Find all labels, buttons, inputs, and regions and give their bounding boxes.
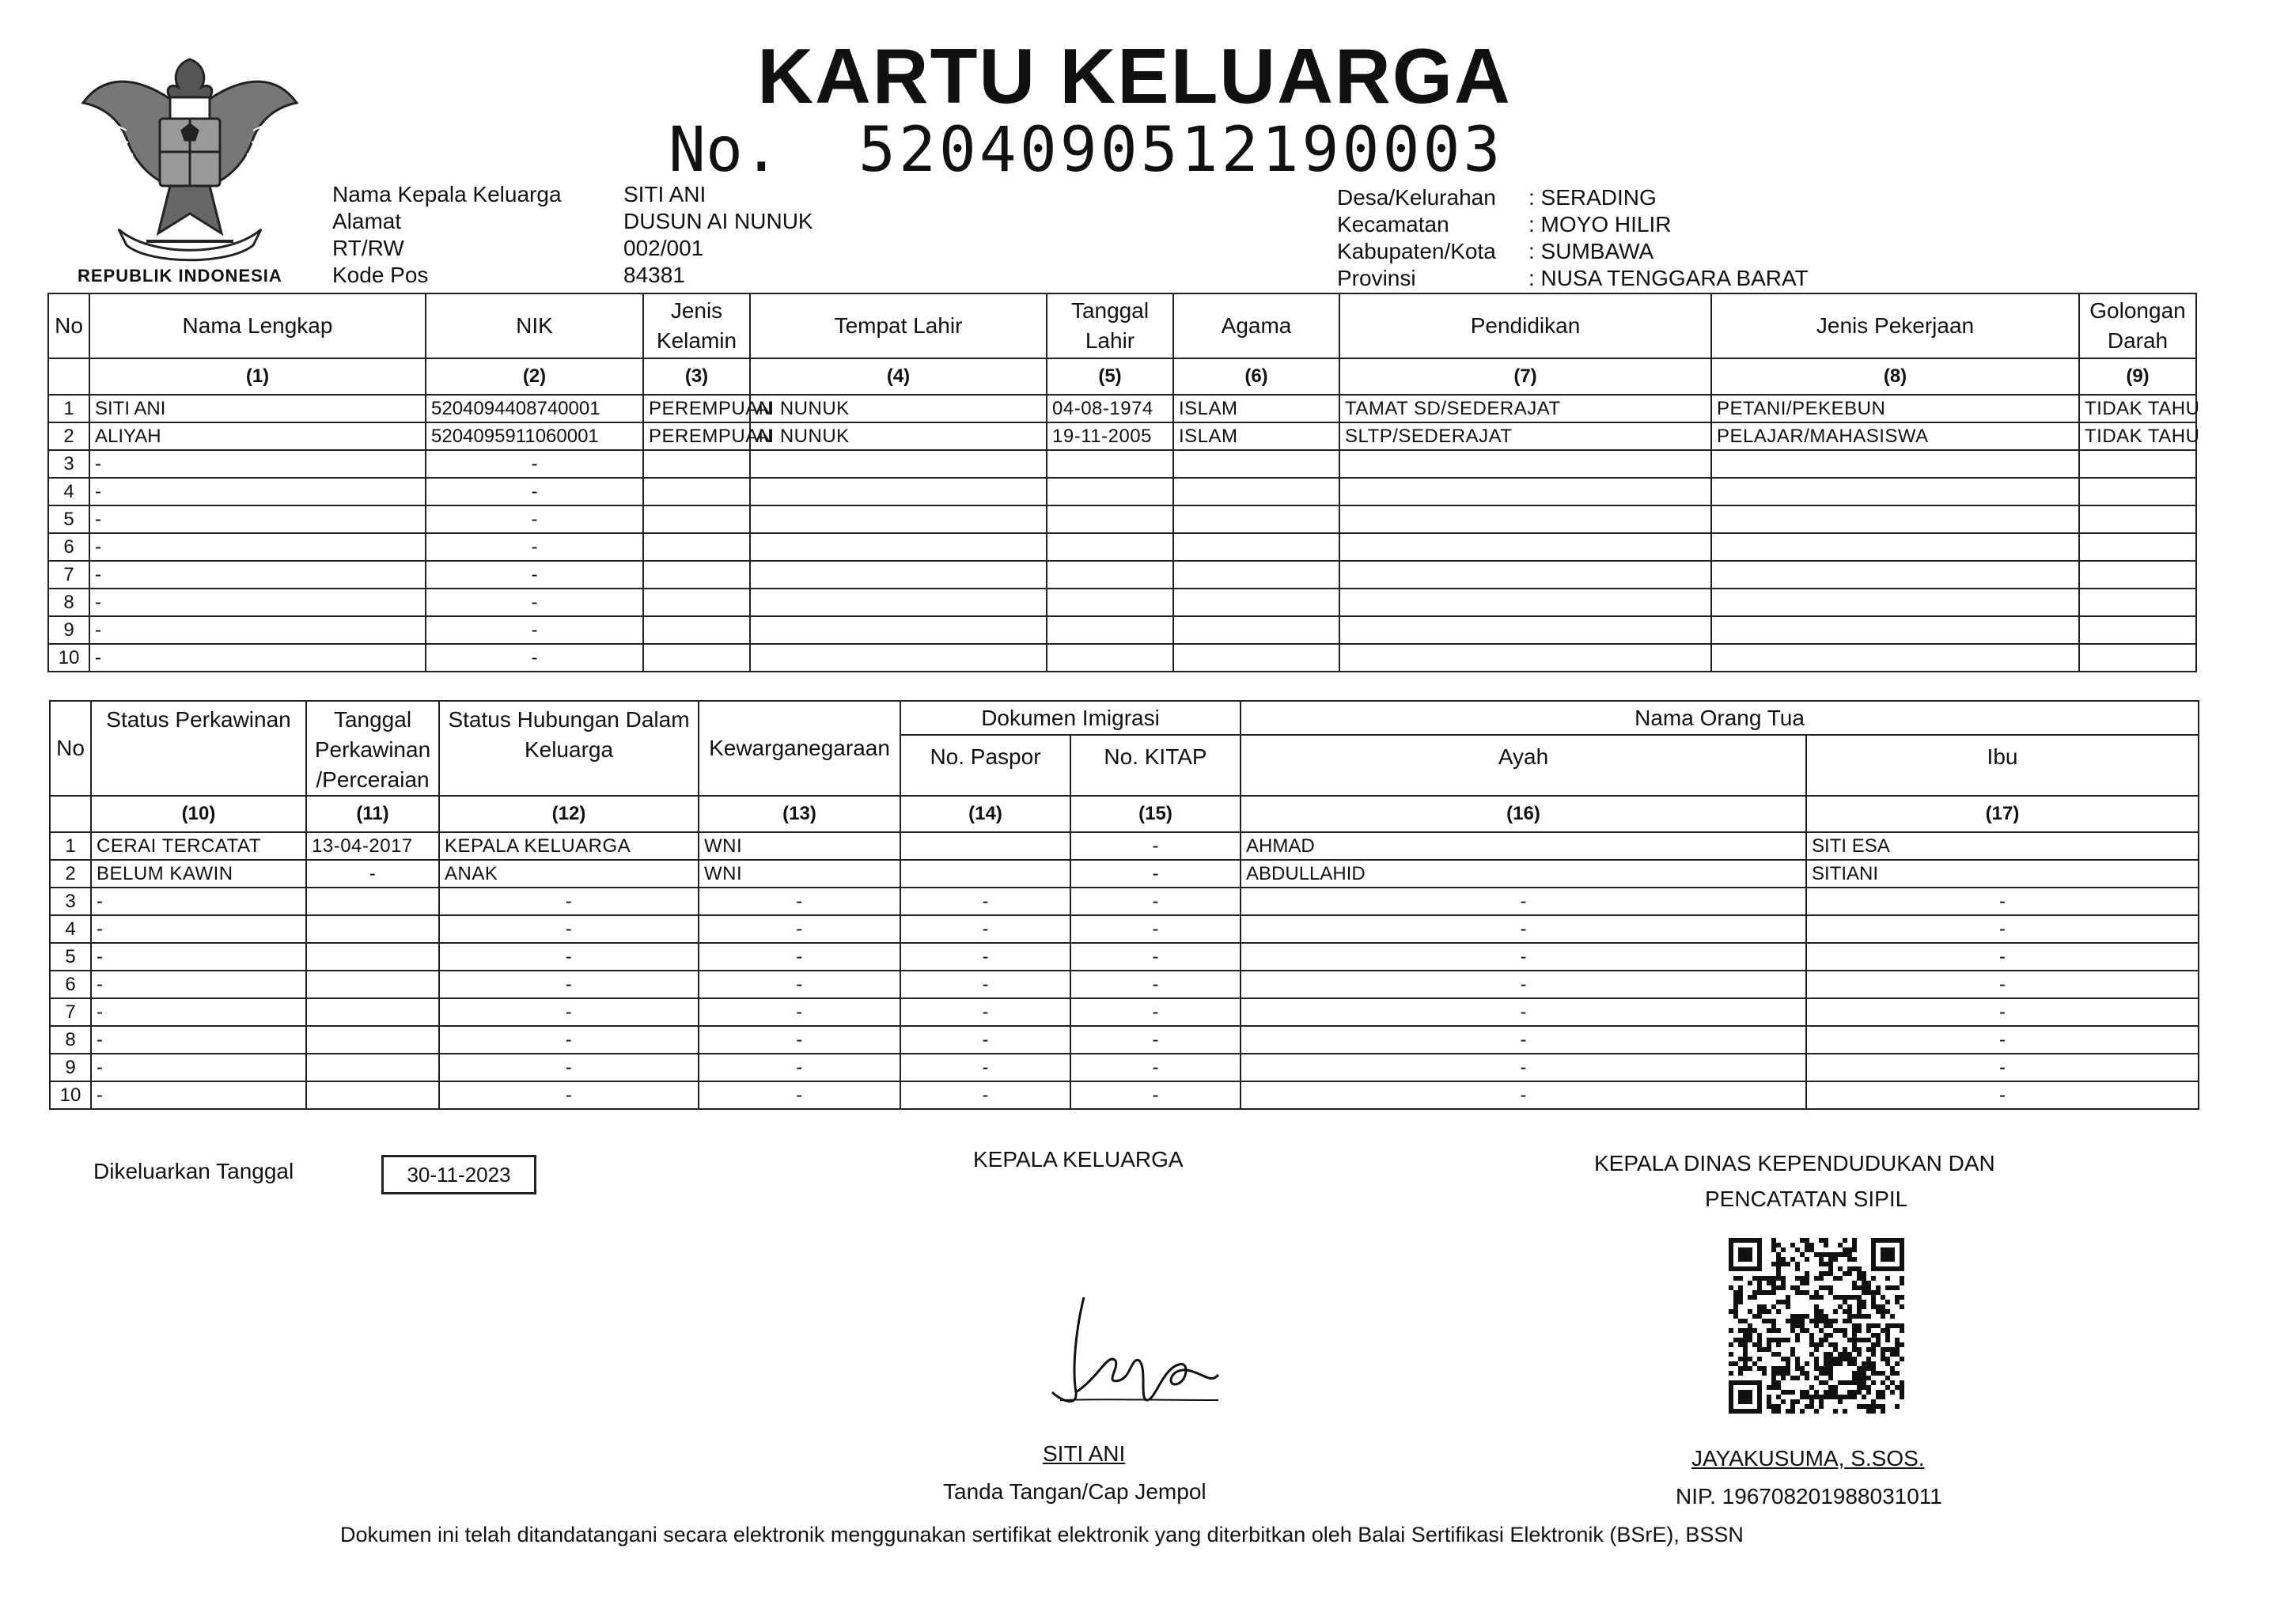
col-number: (17)	[1806, 796, 2199, 832]
col-number: (8)	[1711, 358, 2079, 395]
col-header-nama-orang-tua: Nama Orang Tua	[1241, 701, 2199, 735]
status-cell: WNI	[699, 832, 900, 860]
member-cell: 04-08-1974	[1047, 395, 1173, 422]
table-row	[48, 589, 2196, 616]
value-kecamatan: : MOYO HILIR	[1528, 212, 1672, 237]
status-cell: ANAK	[439, 860, 699, 888]
label-desa: Desa/Kelurahan	[1337, 185, 1496, 210]
col-number: (13)	[699, 796, 900, 832]
status-cell	[306, 1026, 439, 1054]
col-number: (10)	[91, 796, 306, 832]
member-cell	[1711, 505, 2079, 533]
dinas-title-line1: KEPALA DINAS KEPENDUDUKAN DAN	[1594, 1151, 1995, 1175]
member-cell: 4	[48, 478, 89, 505]
col-header-tanggal-perkawinan: Tanggal Perkawinan /Perceraian	[306, 701, 439, 796]
status-cell: -	[900, 915, 1070, 943]
status-cell	[306, 1081, 439, 1109]
status-cell: -	[91, 1026, 306, 1054]
col-header-nama: Nama Lengkap	[89, 293, 426, 358]
family-status-table	[49, 700, 2199, 1110]
table-row	[48, 505, 2196, 533]
status-cell: -	[699, 1026, 900, 1054]
status-cell: -	[1070, 1026, 1241, 1054]
table-row	[50, 832, 2199, 860]
status-cell: 9	[50, 1054, 91, 1081]
col-header-jenis-kelamin: Jenis Kelamin	[643, 293, 750, 358]
member-cell	[643, 589, 750, 616]
col-header-no-paspor: No. Paspor	[900, 735, 1070, 796]
table-row	[48, 644, 2196, 672]
col-number: (11)	[306, 796, 439, 832]
value-kabupaten: : SUMBAWA	[1528, 239, 1654, 263]
status-cell: -	[1070, 860, 1241, 888]
qr-code-icon	[1729, 1238, 1904, 1414]
table-row	[50, 998, 2199, 1026]
member-cell	[1711, 644, 2079, 672]
label-kecamatan: Kecamatan	[1337, 212, 1449, 237]
member-cell	[1711, 533, 2079, 561]
member-cell: 2	[48, 422, 89, 450]
member-cell: ISLAM	[1173, 422, 1339, 450]
member-cell: 3	[48, 450, 89, 478]
status-cell	[900, 832, 1070, 860]
col-header-no-kitap: No. KITAP	[1070, 735, 1241, 796]
member-cell	[2079, 561, 2196, 589]
member-cell: SITI ANI	[89, 395, 426, 422]
label-kodepos: Kode Pos	[332, 263, 429, 287]
member-cell	[1339, 561, 1711, 589]
label-nama-kepala: Nama Kepala Keluarga	[332, 182, 562, 206]
status-cell: -	[900, 998, 1070, 1026]
value-nama-kepala: SITI ANI	[623, 182, 706, 206]
status-cell: 3	[50, 888, 91, 915]
col-number: (3)	[643, 358, 750, 395]
member-cell	[643, 505, 750, 533]
member-cell	[1047, 450, 1173, 478]
col-number: (2)	[426, 358, 643, 395]
table-row	[48, 533, 2196, 561]
col-header-pendidikan: Pendidikan	[1339, 293, 1711, 358]
status-cell: -	[900, 888, 1070, 915]
status-cell: -	[699, 1054, 900, 1081]
col-header-ibu: Ibu	[1806, 735, 2199, 796]
status-cell: -	[91, 888, 306, 915]
status-cell: -	[699, 998, 900, 1026]
member-cell: -	[89, 561, 426, 589]
member-cell: -	[89, 589, 426, 616]
status-cell: ABDULLAHID	[1241, 860, 1806, 888]
table-row	[48, 478, 2196, 505]
status-cell: -	[1241, 1081, 1806, 1109]
status-cell: -	[1806, 998, 2199, 1026]
col-number: (12)	[439, 796, 699, 832]
col-number: (14)	[900, 796, 1070, 832]
status-cell: BELUM KAWIN	[91, 860, 306, 888]
label-kabupaten: Kabupaten/Kota	[1337, 239, 1496, 263]
member-cell	[643, 616, 750, 644]
status-cell: -	[1241, 971, 1806, 998]
member-cell	[1339, 644, 1711, 672]
member-cell: -	[89, 450, 426, 478]
member-cell: TIDAK TAHU	[2079, 422, 2196, 450]
status-cell: -	[1806, 915, 2199, 943]
status-cell: -	[1070, 832, 1241, 860]
status-cell	[900, 860, 1070, 888]
member-cell	[2079, 616, 2196, 644]
member-cell	[643, 644, 750, 672]
status-cell: -	[1241, 1054, 1806, 1081]
member-cell: -	[426, 478, 643, 505]
status-cell: -	[1070, 915, 1241, 943]
table-row	[50, 1081, 2199, 1109]
status-cell: CERAI TERCATAT	[91, 832, 306, 860]
member-cell	[1047, 616, 1173, 644]
member-cell	[1339, 478, 1711, 505]
issued-date: 30-11-2023	[381, 1155, 536, 1194]
table-row	[50, 915, 2199, 943]
status-cell: 2	[50, 860, 91, 888]
status-cell: -	[1241, 1026, 1806, 1054]
status-cell: -	[1070, 888, 1241, 915]
status-cell: -	[699, 971, 900, 998]
member-cell	[2079, 478, 2196, 505]
member-cell: -	[426, 561, 643, 589]
member-cell: 1	[48, 395, 89, 422]
member-cell: -	[426, 450, 643, 478]
status-cell: -	[900, 1026, 1070, 1054]
member-cell: -	[89, 533, 426, 561]
member-cell	[643, 450, 750, 478]
col-header-pekerjaan: Jenis Pekerjaan	[1711, 293, 2079, 358]
table-row	[50, 888, 2199, 915]
member-cell: AI NUNUK	[750, 422, 1047, 450]
col-number: (5)	[1047, 358, 1173, 395]
status-cell: -	[1070, 971, 1241, 998]
status-cell: AHMAD	[1241, 832, 1806, 860]
member-cell	[1339, 450, 1711, 478]
status-cell: -	[439, 971, 699, 998]
table-row	[50, 860, 2199, 888]
member-cell: -	[426, 644, 643, 672]
status-cell: -	[91, 1081, 306, 1109]
member-cell	[750, 533, 1047, 561]
col-header-agama: Agama	[1173, 293, 1339, 358]
status-cell: -	[1806, 943, 2199, 971]
label-provinsi: Provinsi	[1337, 266, 1416, 290]
member-cell	[1047, 589, 1173, 616]
col-header-no: No	[48, 293, 89, 358]
member-cell	[2079, 505, 2196, 533]
status-cell: -	[1070, 1054, 1241, 1081]
family-members-table	[47, 293, 2200, 672]
table-row	[48, 395, 2196, 422]
col-number: (6)	[1173, 358, 1339, 395]
status-cell: -	[699, 915, 900, 943]
status-cell: -	[1070, 998, 1241, 1026]
col-number: (15)	[1070, 796, 1241, 832]
family-status-rows	[50, 832, 2199, 1109]
member-cell	[1047, 478, 1173, 505]
col-number: (1)	[89, 358, 426, 395]
member-cell: ALIYAH	[89, 422, 426, 450]
member-cell	[1711, 478, 2079, 505]
member-cell	[1339, 589, 1711, 616]
col-number	[50, 796, 91, 832]
status-cell: -	[1070, 1081, 1241, 1109]
status-cell: -	[91, 971, 306, 998]
member-cell	[750, 616, 1047, 644]
status-cell: -	[1241, 943, 1806, 971]
status-cell: -	[1806, 1026, 2199, 1054]
value-provinsi: : NUSA TENGGARA BARAT	[1528, 266, 1809, 290]
col-number: (4)	[750, 358, 1047, 395]
member-cell	[1173, 589, 1339, 616]
status-cell: -	[91, 915, 306, 943]
official-name: JAYAKUSUMA, S.SOS.	[1691, 1446, 1925, 1471]
status-cell	[306, 998, 439, 1026]
member-cell	[1173, 616, 1339, 644]
member-cell	[1173, 561, 1339, 589]
dinas-title-line2: PENCATATAN SIPIL	[1705, 1187, 1908, 1211]
member-cell	[1173, 505, 1339, 533]
col-number: (16)	[1241, 796, 1806, 832]
status-cell: -	[439, 1026, 699, 1054]
kk-number: 5204090512190003	[858, 115, 1504, 186]
col-header-tanggal-lahir: Tanggal Lahir	[1047, 293, 1173, 358]
status-cell: -	[439, 998, 699, 1026]
status-cell: 6	[50, 971, 91, 998]
status-cell: 10	[50, 1081, 91, 1109]
member-cell: -	[426, 505, 643, 533]
member-cell: 5204094408740001	[426, 395, 643, 422]
status-cell: -	[699, 1081, 900, 1109]
col-number: (7)	[1339, 358, 1711, 395]
col-header-tempat-lahir: Tempat Lahir	[750, 293, 1047, 358]
status-cell	[306, 1054, 439, 1081]
status-cell	[306, 915, 439, 943]
table-row	[50, 971, 2199, 998]
member-cell	[1047, 561, 1173, 589]
status-cell: -	[900, 1081, 1070, 1109]
table-row	[50, 943, 2199, 971]
document-title: KARTU KELUARGA	[757, 32, 1512, 119]
table-row	[50, 1026, 2199, 1054]
col-number: (9)	[2079, 358, 2196, 395]
signature-icon	[1028, 1281, 1234, 1416]
member-cell	[1047, 644, 1173, 672]
col-header-status-hubungan: Status Hubungan Dalam Keluarga	[439, 701, 699, 796]
member-cell: -	[426, 533, 643, 561]
member-cell	[1711, 589, 2079, 616]
col-header-status-perkawinan: Status Perkawinan	[91, 701, 306, 796]
status-cell: -	[1241, 998, 1806, 1026]
member-cell	[2079, 533, 2196, 561]
member-cell	[750, 561, 1047, 589]
member-cell	[1711, 616, 2079, 644]
status-cell: 13-04-2017	[306, 832, 439, 860]
label-rtrw: RT/RW	[332, 236, 404, 260]
member-cell: 8	[48, 589, 89, 616]
status-cell: SITIANI	[1806, 860, 2199, 888]
member-cell: 10	[48, 644, 89, 672]
table-row	[48, 561, 2196, 589]
family-members-rows	[48, 395, 2200, 672]
status-cell: -	[439, 943, 699, 971]
status-cell: -	[1806, 888, 2199, 915]
status-cell: -	[1241, 888, 1806, 915]
member-cell: -	[89, 505, 426, 533]
status-cell: -	[1806, 1054, 2199, 1081]
col-number	[48, 358, 89, 395]
member-cell: -	[89, 616, 426, 644]
member-cell	[643, 478, 750, 505]
status-cell: -	[1070, 943, 1241, 971]
member-cell	[2079, 450, 2196, 478]
status-cell: -	[439, 888, 699, 915]
emblem-caption: REPUBLIK INDONESIA	[78, 266, 282, 286]
member-cell: -	[426, 616, 643, 644]
status-cell: -	[1806, 971, 2199, 998]
member-cell	[1339, 616, 1711, 644]
table-row	[48, 450, 2196, 478]
member-cell: -	[426, 589, 643, 616]
member-cell	[1173, 533, 1339, 561]
status-cell	[306, 971, 439, 998]
member-cell: 6	[48, 533, 89, 561]
label-alamat: Alamat	[332, 209, 402, 233]
status-cell: WNI	[699, 860, 900, 888]
member-cell	[750, 505, 1047, 533]
value-rtrw: 002/001	[623, 236, 704, 260]
member-cell	[1173, 644, 1339, 672]
table-row	[48, 616, 2196, 644]
status-cell: SITI ESA	[1806, 832, 2199, 860]
member-cell: PEREMPUAN	[643, 395, 750, 422]
member-cell: SLTP/SEDERAJAT	[1339, 422, 1711, 450]
col-header-kewarganegaraan: Kewarganegaraan	[699, 701, 900, 796]
official-nip: NIP. 196708201988031011	[1676, 1484, 1942, 1509]
member-cell: 7	[48, 561, 89, 589]
member-cell: 5204095911060001	[426, 422, 643, 450]
member-cell: TAMAT SD/SEDERAJAT	[1339, 395, 1711, 422]
status-cell	[306, 888, 439, 915]
member-cell	[750, 450, 1047, 478]
electronic-signature-note: Dokumen ini telah ditandatangani secara elektronik menggunakan sertifikat elektronik yang diterbitkan oleh Balai Sertifikasi Elektronik (BSrE), BSSN	[340, 1523, 1744, 1546]
member-cell	[1339, 505, 1711, 533]
member-cell: PEREMPUAN	[643, 422, 750, 450]
table-row	[48, 422, 2196, 450]
kepala-keluarga-name: SITI ANI	[1043, 1441, 1126, 1466]
status-cell: -	[1806, 1081, 2199, 1109]
status-cell: -	[900, 971, 1070, 998]
member-cell	[750, 644, 1047, 672]
status-cell: -	[306, 860, 439, 888]
issued-date-label: Dikeluarkan Tanggal	[93, 1159, 294, 1183]
member-cell: 19-11-2005	[1047, 422, 1173, 450]
status-cell: KEPALA KELUARGA	[439, 832, 699, 860]
member-cell: 5	[48, 505, 89, 533]
member-cell	[1173, 450, 1339, 478]
status-cell: 8	[50, 1026, 91, 1054]
status-cell: -	[439, 1081, 699, 1109]
status-cell: -	[900, 943, 1070, 971]
member-cell: PELAJAR/MAHASISWA	[1711, 422, 2079, 450]
member-cell	[1047, 505, 1173, 533]
table-row	[50, 1054, 2199, 1081]
col-header-ayah: Ayah	[1241, 735, 1806, 796]
value-desa: : SERADING	[1528, 185, 1657, 210]
member-cell	[1047, 533, 1173, 561]
member-cell	[643, 561, 750, 589]
member-cell: TIDAK TAHU	[2079, 395, 2196, 422]
value-kodepos: 84381	[623, 263, 685, 287]
status-cell: -	[900, 1054, 1070, 1081]
status-cell: -	[1241, 915, 1806, 943]
col-header-dokumen-imigrasi: Dokumen Imigrasi	[900, 701, 1241, 735]
value-alamat: DUSUN AI NUNUK	[623, 209, 813, 233]
kepala-keluarga-title: KEPALA KELUARGA	[973, 1147, 1184, 1172]
status-cell: 1	[50, 832, 91, 860]
kk-number-label: No.	[669, 115, 780, 186]
status-cell: -	[91, 943, 306, 971]
status-cell: -	[699, 888, 900, 915]
member-cell: ISLAM	[1173, 395, 1339, 422]
member-cell: -	[89, 478, 426, 505]
col-header-nik: NIK	[426, 293, 643, 358]
member-cell	[1711, 561, 2079, 589]
member-cell	[1711, 450, 2079, 478]
status-cell: 4	[50, 915, 91, 943]
status-cell: -	[91, 998, 306, 1026]
col-header-golongan-darah: Golongan Darah	[2079, 293, 2196, 358]
status-cell: 5	[50, 943, 91, 971]
member-cell	[1339, 533, 1711, 561]
status-cell	[306, 943, 439, 971]
status-cell: -	[439, 915, 699, 943]
member-cell: -	[89, 644, 426, 672]
signature-label: Tanda Tangan/Cap Jempol	[943, 1479, 1206, 1504]
status-cell: -	[439, 1054, 699, 1081]
status-cell: -	[699, 943, 900, 971]
member-cell	[2079, 644, 2196, 672]
col-header-no: No	[50, 701, 91, 796]
status-cell: -	[91, 1054, 306, 1081]
member-cell: AI NUNUK	[750, 395, 1047, 422]
status-cell: 7	[50, 998, 91, 1026]
member-cell	[750, 589, 1047, 616]
member-cell: PETANI/PEKEBUN	[1711, 395, 2079, 422]
member-cell	[750, 478, 1047, 505]
member-cell	[643, 533, 750, 561]
member-cell: 9	[48, 616, 89, 644]
member-cell	[1173, 478, 1339, 505]
member-cell	[2079, 589, 2196, 616]
